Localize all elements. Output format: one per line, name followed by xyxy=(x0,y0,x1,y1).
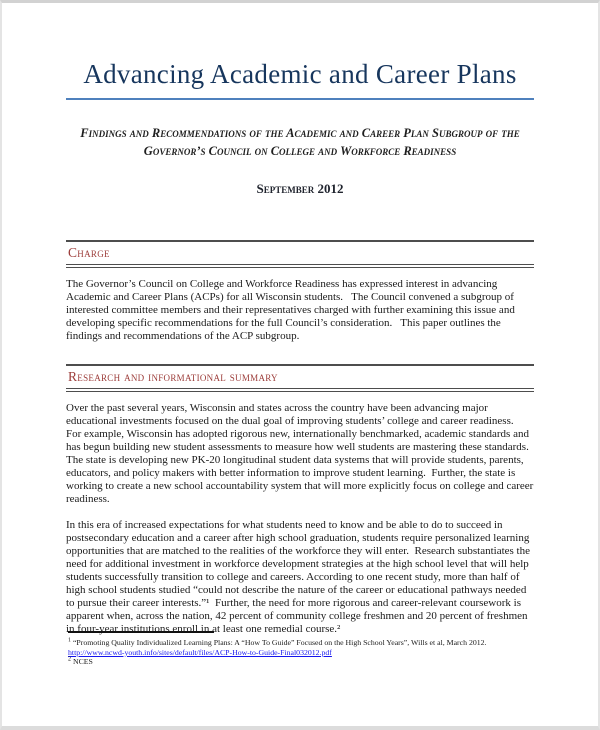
page-title: Advancing Academic and Career Plans xyxy=(66,59,534,100)
document-subtitle: Findings and Recommendations of the Academic and Career Plan Subgroup of the Governor’s Council on College and Workforce Readiness xyxy=(80,126,520,159)
document-date: September 2012 xyxy=(256,181,344,197)
footnote-separator xyxy=(68,631,214,633)
footnote-1-link[interactable]: http://www.ncwd-youth.info/sites/default/files/ACP-How-to-Guide-Final032012.pdf xyxy=(68,647,332,657)
footnote-2 xyxy=(68,657,532,667)
footnote-2-text: NCES xyxy=(72,657,93,667)
section-heading-research-summary: Research and informational summary xyxy=(66,364,534,392)
research-paragraph-1: Over the past several years, Wisconsin and states across the country have been advancing major educational investments focused on the dual goal of improving students’ college and career readiness. For example, Wisconsin has adopted rigorous new, internationally benchmarked, academic standards and has begun building new student assessments to measure how well students are mastering these standards. The state is developing new PK-20 longitudinal student data systems that will provide students, parents, educators, and policy makers with better information to improve student learning. Further, the state is working to create a new school accountability system that will more explicitly focus on college and career readiness. xyxy=(66,402,537,506)
research-paragraph-2: In this era of increased expectations for what students need to know and be able to do to succeed in postsecondary education and a career after high school graduation, students require personalized learning opportunities that are matched to the realities of the workforce they will enter. Research substantiates the need for additional investment in workforce development strategies at the high school level that will help students successfully transition to college and careers. According to one recent study, more than half of high school students studied “could not describe the nature of the career or educational pathways needed to pursue their career interests.”¹ Further, the need for more rigorous and career-relevant coursework is apparent when, across the nation, 42 percent of community college freshmen and 20 percent of freshmen in four-year institutions enroll in at least one remedial course.² xyxy=(66,519,533,636)
section-heading-charge: Charge xyxy=(66,240,534,268)
footnote-1 xyxy=(68,638,532,657)
footnote-1-marker: 1 xyxy=(68,637,71,644)
charge-paragraph: The Governor’s Council on College and Workforce Readiness has expressed interest in advancing Academic and Career Plans (ACPs) for all Wisconsin students. The Council convened a subgroup of interested committee members and their representatives charged with further examining this issue and developing specific recommendations for the full Council’s consideration. This paper outlines the findings and recommendations of the ACP subgroup. xyxy=(66,278,518,343)
footnote-area xyxy=(68,631,532,667)
footnote-2-marker: 2 xyxy=(68,656,71,663)
footnote-1-text: “Promoting Quality Individualized Learning Plans: A “How To Guide” Focused on the High School Years”, Wills et al, March 2012. xyxy=(72,638,487,647)
